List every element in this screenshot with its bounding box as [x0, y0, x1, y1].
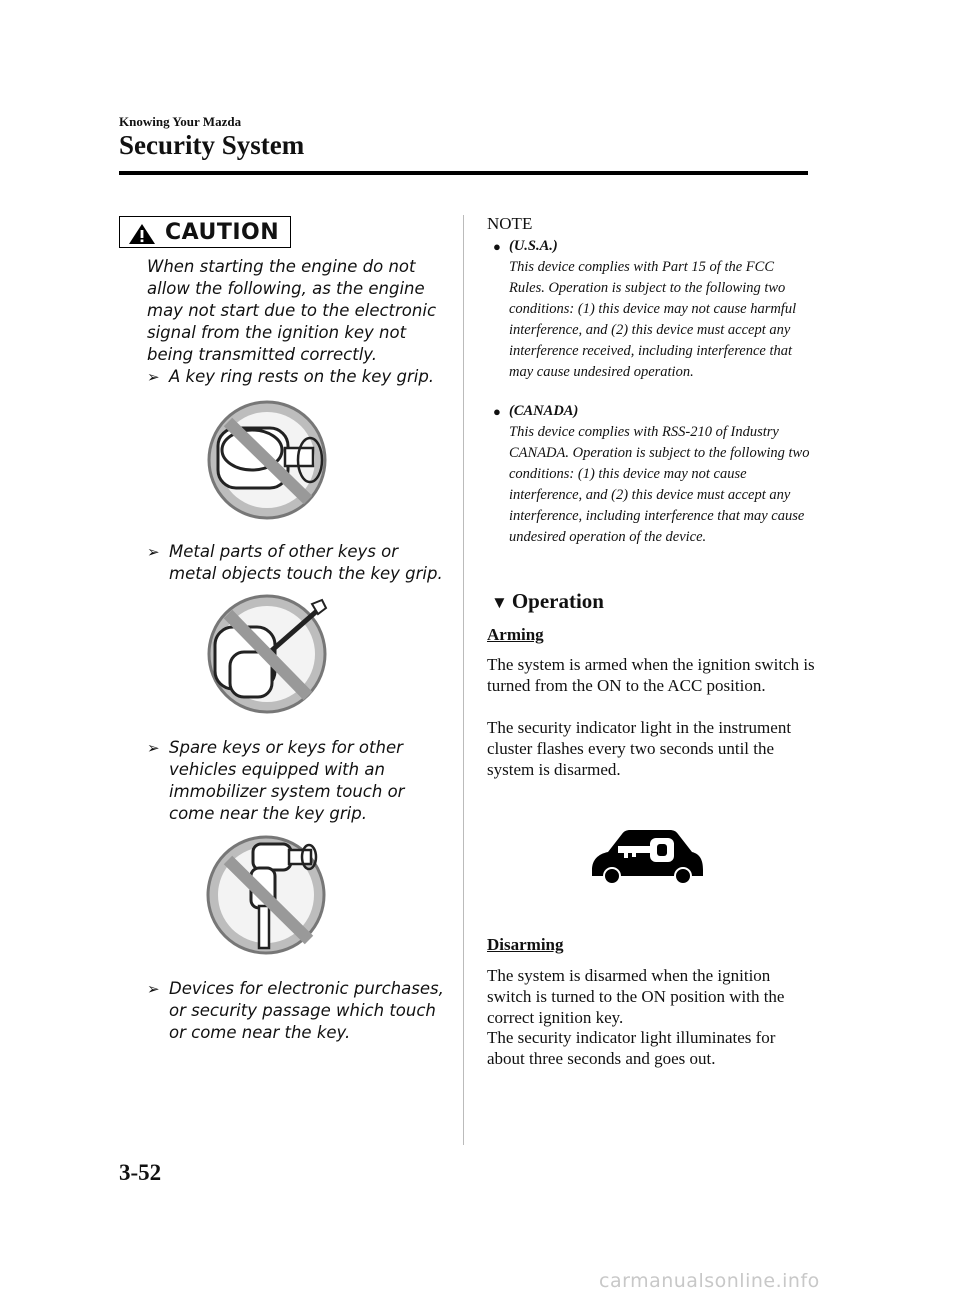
note-region: (CANADA) — [509, 403, 579, 419]
caution-bullet — [147, 541, 447, 585]
note-heading: NOTE — [487, 214, 533, 233]
bullet-dot-icon: ● — [493, 404, 501, 419]
bullet-dot-icon: ● — [493, 239, 501, 254]
metal-keys-prohibited-illustration — [200, 592, 335, 717]
disarming-paragraph-2: The security indicator light illuminates for about three seconds and goes out. — [487, 1028, 776, 1068]
column-divider — [463, 215, 464, 1145]
section-heading — [491, 589, 604, 614]
breadcrumb: Knowing Your Mazda — [119, 114, 242, 129]
security-indicator-car-key-icon — [590, 826, 705, 886]
arrow-icon: ➢ — [147, 980, 160, 998]
arming-paragraph-1: The system is armed when the ignition switch is turned from the ON to the ACC position. — [487, 655, 815, 695]
caution-bullet — [147, 366, 447, 388]
key-ring-prohibited-illustration — [200, 400, 335, 525]
note-region: (U.S.A.) — [509, 238, 558, 254]
note-item — [493, 236, 813, 383]
arrow-icon: ➢ — [147, 368, 160, 386]
note-text: This device complies with RSS-210 of Industry CANADA. Operation is subject to the following two conditions: (1) this device may not cause interference, and (2) this device must accept any interference, including interference that may cause undesired operation of the device. — [509, 424, 810, 545]
caution-bullet — [147, 978, 447, 1044]
section-heading-text: Operation — [511, 589, 604, 613]
watermark: carmanualsonline.info — [599, 1270, 820, 1292]
caution-box — [119, 216, 291, 248]
triangle-marker-icon: ▼ — [491, 593, 508, 612]
spare-keys-prohibited-illustration — [203, 832, 333, 957]
note-text: This device complies with Part 15 of the FCC Rules. Operation is subject to the following two conditions: (1) this device may not cause harmful interference, and (2) this device must accept any interference received, including interference that may cause undesired operation. — [509, 259, 797, 380]
arming-subheading: Arming — [487, 625, 544, 644]
arrow-icon: ➢ — [147, 543, 160, 561]
caution-intro: When starting the engine do not allow the following, as the engine may not start due to the electronic signal from the ignition key not being transmitted correctly. — [147, 257, 437, 364]
warning-triangle-icon — [128, 223, 156, 245]
caution-bullet-text: A key ring rests on the key grip. — [169, 367, 435, 386]
arrow-icon: ➢ — [147, 739, 160, 757]
disarming-paragraph-1: The system is disarmed when the ignition switch is turned to the ON position with the correct ignition key. — [487, 966, 785, 1027]
caution-bullet-text: Devices for electronic purchases, or security passage which touch or come near the key. — [169, 979, 444, 1042]
disarming-subheading: Disarming — [487, 935, 564, 954]
caution-label: CAUTION — [165, 220, 280, 245]
page-title: Security System — [119, 130, 305, 160]
page-number: 3-52 — [119, 1160, 162, 1185]
caution-bullet-text: Metal parts of other keys or metal objects touch the key grip. — [169, 542, 443, 583]
caution-bullet-text: Spare keys or keys for other vehicles equipped with an immobilizer system touch or come near the key grip. — [169, 738, 405, 823]
arming-paragraph-2: The security indicator light in the instrument cluster flashes every two seconds until the system is disarmed. — [487, 718, 792, 779]
caution-bullet — [147, 737, 447, 825]
title-rule — [119, 171, 808, 175]
note-item — [493, 401, 813, 548]
